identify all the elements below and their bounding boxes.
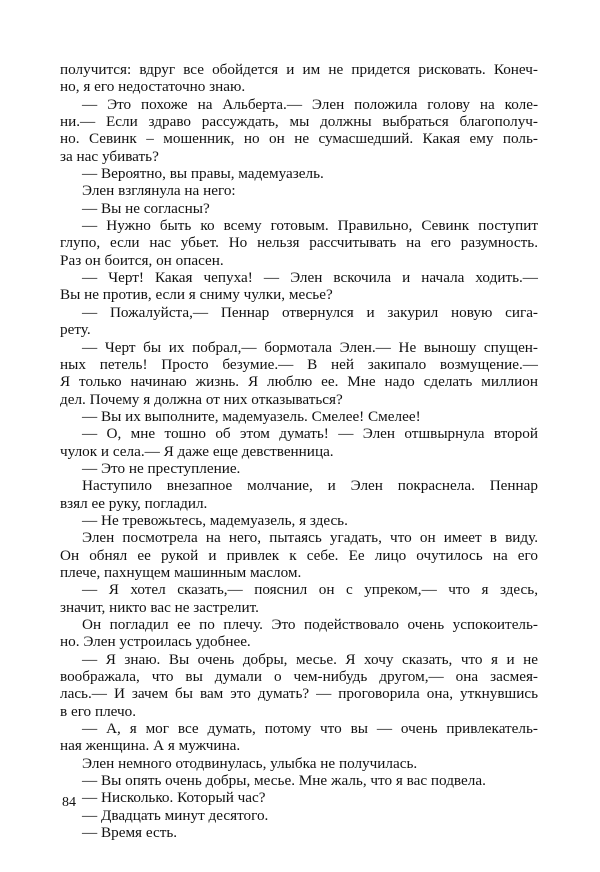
text-line: чулок и села.— Я даже еще девственница. (60, 442, 334, 460)
text-line: — Я знаю. Вы очень добры, месье. Я хочу сказать, что я и не (82, 650, 538, 668)
text-line: — Нисколько. Который час? (82, 789, 266, 807)
text-line: рету. (60, 321, 91, 339)
text-line: — Я хотел сказать,— пояснил он с упреком,— что я здесь, (82, 581, 538, 599)
text-line: ных петель! Просто безумие.— В ней закипало возмущение.— (60, 355, 538, 373)
text-line: но. Элен устроилась удобнее. (60, 633, 251, 651)
text-line: ни.— Если здраво рассуждать, мы должны выбраться благополуч- (60, 113, 538, 131)
page-number: 84 (62, 795, 76, 810)
text-line: взял ее руку, погладил. (60, 494, 208, 512)
text-line: глупо, если нас убьет. Но нельзя рассчитывать на его разумность. (60, 234, 538, 252)
text-line: но, я его недостаточно знаю. (60, 78, 246, 96)
text-line: — Черт бы их побрал,— бормотала Элен.— Не выношу спущен- (82, 338, 538, 356)
text-line: — Пожалуйста,— Пеннар отвернулся и закурил новую сига- (82, 303, 538, 321)
text-line: Раз он боится, он опасен. (60, 251, 224, 269)
text-line: Я только начинаю жизнь. Я люблю ее. Мне надо сделать миллион (60, 373, 538, 391)
text-line: ная женщина. А я мужчина. (60, 737, 241, 755)
text-line: — Нужно быть ко всему готовым. Правильно, Севинк поступит (82, 217, 538, 235)
text-line: плече, пахнущем машинным маслом. (60, 563, 302, 581)
text-line: — Вероятно, вы правы, мадемуазель. (82, 165, 324, 183)
text-line: — Вы не согласны? (82, 199, 210, 217)
text-line: Элен посмотрела на него, пытаясь угадать, что он имеет в виду. (82, 529, 538, 547)
text-line: Он погладил ее по плечу. Это подействовало очень успокоитель- (82, 616, 538, 633)
text-line: — Время есть. (82, 824, 178, 842)
text-line: — Двадцать минут десятого. (82, 806, 269, 824)
text-line: — О, мне тошно об этом думать! — Элен отшвырнула второй (82, 425, 538, 443)
text-line: в его плечо. (60, 702, 137, 720)
text-line: воображала, что вы думали о чем-нибудь другом,— она засмея- (60, 668, 538, 686)
text-line: значит, никто вас не застрелит. (60, 598, 259, 616)
text-line: Он обнял ее рукой и привлек к себе. Ее лицо очутилось на его (60, 546, 538, 564)
text-line: дел. Почему я должна от них отказываться? (60, 390, 343, 408)
text-line: Элен взглянула на него: (82, 182, 236, 200)
body-text (60, 61, 538, 841)
text-line: — Это не преступление. (82, 459, 241, 477)
text-line: Элен немного отодвинулась, улыбка не получилась. (82, 754, 418, 772)
text-line: Наступило внезапное молчание, и Элен покраснела. Пеннар (82, 477, 538, 495)
text-line: — Черт! Какая чепуха! — Элен вскочила и начала ходить.— (82, 269, 538, 287)
text-line: — А, я мог все думать, потому что вы — очень привлекатель- (82, 720, 538, 738)
text-line: получится: вдруг все обойдется и им не придется рисковать. Конеч- (60, 61, 538, 78)
text-line: — Вы опять очень добры, месье. Мне жаль, что я вас подвела. (82, 772, 486, 790)
text-line: — Не тревожьтесь, мадемуазель, я здесь. (82, 511, 348, 529)
text-line: лась.— И зачем бы вам это думать? — проговорила она, уткнувшись (60, 685, 538, 703)
text-line: — Это похоже на Альберта.— Элен положила голову на коле- (82, 95, 538, 113)
text-line: Вы не против, если я сниму чулки, месье? (60, 286, 333, 304)
text-line: но. Севинк – мошенник, но он не сумасшедший. Какая ему поль- (60, 130, 538, 148)
text-line: — Вы их выполните, мадемуазель. Смелее! Смелее! (82, 407, 421, 425)
text-line: за нас убивать? (60, 147, 159, 165)
